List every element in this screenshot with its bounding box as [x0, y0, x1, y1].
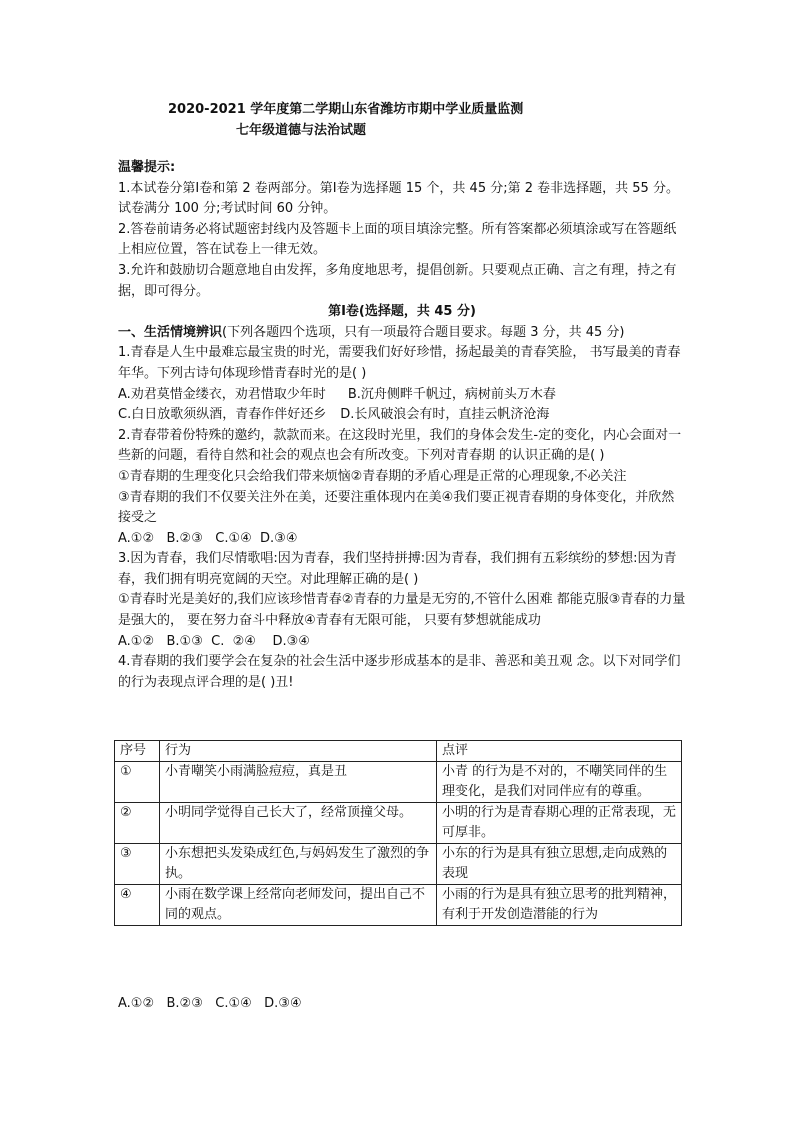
notice-item-2: 2.答卷前请务必将试题密封线内及答题卡上面的项目填涂完整。所有答案都必须填涂或写在答题纸上相应位置，答在试卷上一律无效。	[118, 221, 677, 258]
part-heading	[118, 323, 686, 344]
table-header-cell: 行为	[160, 741, 437, 762]
question-1-stem: 1.青春是人生中最难忘最宝贵的时光，需要我们好好珍惜，扬起最美的青春笑脸， 书写最美的青春年华。下列古诗句体现珍惜青春时光的是( )	[118, 345, 681, 381]
table-header-cell: 点评	[437, 741, 682, 762]
question-4-stem: 4.青春期的我们要学会在复杂的社会生活中逐步形成基本的是非、善恶和美丑观 念。以下对同学们的行为表现点评合理的是( )丑!	[118, 654, 681, 690]
table-cell: 小东想把头发染成红色,与妈妈发生了激烈的争执。	[160, 844, 437, 885]
question-3-stem: 3.因为青春，我们尽情歌唱:因为青春，我们坚持拼搏:因为青春，我们拥有五彩缤纷的梦想:因为青春，我们拥有明亮宽阔的天空。对此理解正确的是( )	[118, 551, 677, 587]
table-cell: ②	[115, 803, 160, 844]
question-1-options-ab	[118, 385, 686, 406]
table-cell: 小青 的行为是不对的，不嘲笑同伴的生理变化，是我们对同伴应有的尊重。	[437, 762, 682, 803]
question-2-stem: 2.青春带着份特殊的邀约，款款而来。在这段时光里，我们的身体会发生-定的变化，内心会面对一些新的问题，看待自然和社会的观点也会有所改变。下列对青春期 的认识正确的是( )	[118, 427, 682, 464]
table-cell: ③	[115, 844, 160, 885]
table-cell: 小东的行为是具有独立思想,走向成熟的表现	[437, 844, 682, 885]
table-cell: ④	[115, 885, 160, 926]
section-header: 第Ⅰ卷(选择题，共 45 分)	[328, 304, 476, 320]
table-cell: 小雨的行为是具有独立思考的批判精神，有利于开发创造潜能的行为	[437, 885, 682, 926]
question-2-statements-1: ①青春期的生理变化只会给我们带来烦恼②青春期的矛盾心理是正常的心理现象,不必关注	[118, 468, 627, 484]
q1-option-d: D.长风破浪会有时，直挂云帆济沧海	[340, 407, 550, 423]
exam-body	[118, 158, 686, 693]
table-header-row	[115, 741, 682, 762]
evaluation-table-wrapper	[114, 740, 682, 926]
table-cell: 小青嘲笑小雨满脸痘痘，真是丑	[160, 762, 437, 803]
question-3-statements: ①青春时光是美好的,我们应该珍惜青春②青春的力量是无穷的,不管什么困难 都能克服③青春的力量是强大的， 要在努力奋斗中释放④青春有无限可能， 只要有梦想就能成功	[118, 592, 686, 629]
part-title: 一、生活情境辨识	[118, 324, 223, 340]
table-row	[115, 762, 682, 803]
evaluation-table	[114, 740, 682, 926]
q1-option-c: C.白日放歌须纵酒，青春作伴好还乡	[118, 407, 327, 423]
table-cell: 小明的行为是青春期心理的正常表现，无可厚非。	[437, 803, 682, 844]
notice-item-1: 1.本试卷分第Ⅰ卷和第 2 卷两部分。第Ⅰ卷为选择题 15 个，共 45 分;第 2 卷非选择题，共 55 分。试卷满分 100 分;考试时间 60 分钟。	[118, 180, 679, 217]
question-2-options: A.①② B.②③ C.①④ D.③④	[118, 530, 298, 546]
exam-subtitle: 七年级道德与法治试题	[236, 123, 367, 138]
part-instruction: (下列各题四个选项，只有一项最符合题目要求。每题 3 分，共 45 分)	[222, 324, 625, 340]
table-cell: 小明同学觉得自己长大了，经常顶撞父母。	[160, 803, 437, 844]
q1-option-b: B.沉舟侧畔千帆过，病树前头万木春	[347, 386, 556, 402]
table-row	[115, 844, 682, 885]
table-row	[115, 803, 682, 844]
exam-title: 2020-2021 学年度第二学期山东省潍坊市期中学业质量监测	[168, 102, 524, 117]
notice-item-3: 3.允许和鼓励切合题意地自由发挥，多角度地思考，提倡创新。只要观点正确、言之有理，持之有据，即可得分。	[118, 262, 677, 299]
q1-option-a: A.劝君莫惜金缕衣，劝君惜取少年时	[118, 386, 326, 402]
table-cell: ①	[115, 762, 160, 803]
table-row	[115, 885, 682, 926]
question-1-options-cd	[118, 405, 686, 426]
table-cell: 小雨在数学课上经常向老师发问，提出自己不同的观点。	[160, 885, 437, 926]
question-3-options: A.①② B.①③ C. ②④ D.③④	[118, 633, 310, 649]
question-2-statements-2: ③青春期的我们不仅要关注外在美，还要注重体现内在美④我们要正视青春期的身体变化，并欣然接受之	[118, 489, 675, 526]
notice-heading: 温馨提示:	[118, 160, 176, 175]
table-header-cell: 序号	[115, 741, 160, 762]
question-4-options: A.①② B.②③ C.①④ D.③④	[118, 996, 302, 1011]
